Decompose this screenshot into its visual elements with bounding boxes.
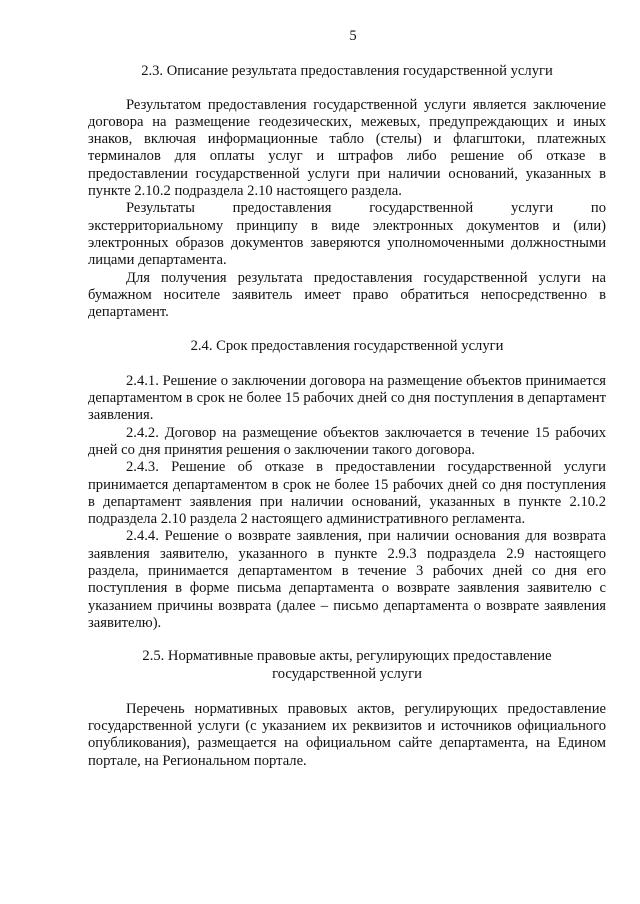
section-2-3-heading: 2.3. Описание результата предоставления государственной услуги <box>141 63 553 80</box>
section-2-4-1-paragraph: 2.4.1. Решение о заключении договора на размещение объектов принимается департаментом в срок не более 15 рабочих дней со дня поступления в департамент заявления. <box>88 372 606 424</box>
section-2-4-3-paragraph: 2.4.3. Решение об отказе в предоставлении государственной услуги принимается департаментом в срок не более 15 рабочих дней со дня поступления в департамент заявления при наличии оснований, указанных в пункте 2.10.2 подраздела 2.10 раздела 2 настоящего административного регламента. <box>88 459 606 528</box>
spacer <box>88 321 606 338</box>
spacer <box>88 632 606 648</box>
section-2-5-heading-line-1: 2.5. Нормативные правовые акты, регулирующих предоставление <box>142 648 552 665</box>
section-2-3-paragraph-1: Результатом предоставления государственной услуги является заключение договора на размещение геодезических, межевых, предупреждающих и иных знаков, включая информационные табло (стелы) и флагштоки, платежных терминалов для оплаты услуг и штрафов либо решение об отказе в предоставлении государственной услуги при наличии оснований, указанных в пункте 2.10.2 подраздела 2.10 настоящего раздела. <box>88 96 606 200</box>
section-2-4-2-paragraph: 2.4.2. Договор на размещение объектов заключается в течение 15 рабочих дней со дня принятия решения о заключении такого договора. <box>88 424 606 458</box>
spacer <box>88 356 606 373</box>
section-2-4-heading: 2.4. Срок предоставления государственной услуги <box>190 338 504 355</box>
spacer <box>88 683 606 701</box>
section-2-3-paragraph-3: Для получения результата предоставления государственной услуги на бумажном носителе заявитель имеет право обратиться непосредственно в департамент. <box>88 269 606 321</box>
section-2-5-heading-line-2: государственной услуги <box>272 665 422 682</box>
section-2-4-4-paragraph: 2.4.4. Решение о возврате заявления, при наличии основания для возврата заявления заявителю, указанного в пункте 2.9.3 подраздела 2.9 настоящего раздела, принимается департаментом в течение 3 рабочих дней со дня его поступления в форме письма департамента о возврате заявления заявителю с указанием причины возврата (далее – письмо департамента о возврате заявления заявителю). <box>88 528 606 631</box>
section-2-5-paragraph: Перечень нормативных правовых актов, регулирующих предоставление государственной услуги (с указанием их реквизитов и источников официального опубликования), размещается на официальном сайте департамента, на Едином портале, на Региональном портале. <box>88 700 606 769</box>
page-number: 5 <box>349 28 357 44</box>
section-2-3-paragraph-2: Результаты предоставления государственной услуги по экстерриториальному принципу в виде электронных документов и (или) электронных образов документов заверяются уполномоченными должностными лицами департамента. <box>88 200 606 269</box>
document-page <box>88 28 606 770</box>
